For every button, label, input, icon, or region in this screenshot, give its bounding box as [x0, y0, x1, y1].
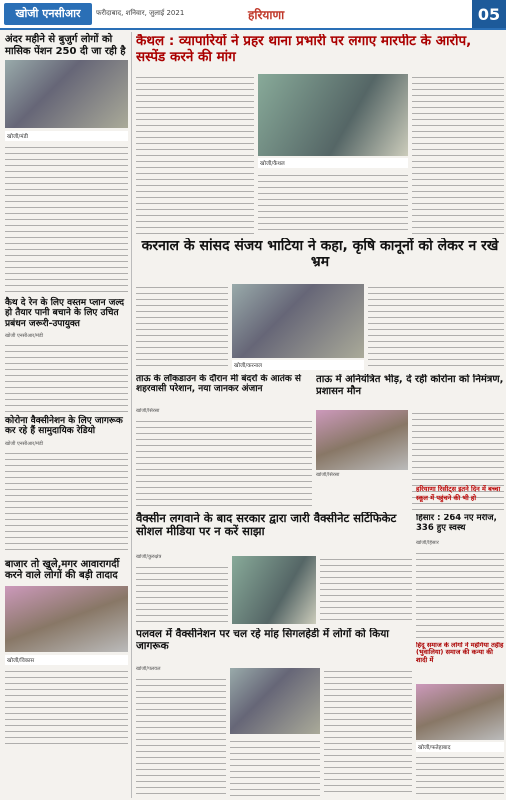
story7-headline: हिंदू समाज के लोगों ने महंगिया तहीह (भुवालिया) समाज की कन्या की शादी में [416, 642, 504, 664]
left-headline-3: कोरोना वैक्सीनेशन के लिए जागरूक कर रहे हैं सामुदायिक रेडियो [5, 416, 123, 437]
lead-photo [258, 74, 408, 156]
story3-headline: ताऊ के लॉकडाउन के दौरान मी बंदरों के आतंक से शहरवासी परेशान, नया जानकर अंजान [136, 374, 301, 395]
story6-byline: खोजी/पलवल [136, 666, 161, 672]
story4-photo [316, 410, 408, 470]
story3-byline: खोजी/सिरसा [136, 408, 160, 414]
story2-body [136, 284, 228, 370]
story2-caption: खोजी/करनाल [232, 360, 364, 370]
left-byline-2: खोजी एनसीआर/मंडी [5, 333, 43, 340]
story7-caption: खोजी/फतेहाबाद [416, 742, 504, 752]
left-photo-2 [5, 586, 128, 652]
right-box-3-byline: खोजी/हिसार [416, 540, 439, 546]
story5-byline: खोजी/कुरुक्षेत्र [136, 554, 162, 560]
newspaper-logo: खोजी एनसीआर [4, 3, 92, 25]
section-title: हरियाणा [248, 8, 285, 22]
left-photo-2-caption: खोजी/विकास [5, 655, 128, 665]
lead-headline: कैथल : व्यापारियों ने प्रहर थाना प्रभारी पर लगाए मारपीट के आरोप, सस्पेंड करने की मांग [136, 34, 472, 65]
story2-headline: करनाल के सांसद संजय भाटिया ने कहा, कृषि कानूनों को लेकर न रखे भ्रम [141, 238, 499, 271]
left-column [2, 32, 132, 798]
lead-body [136, 74, 254, 234]
left-photo-1 [5, 60, 128, 128]
left-photo-1-caption: खोजी/मंडी [5, 131, 128, 141]
left-byline-3: खोजी एनसीआर/मंडी [5, 440, 43, 447]
page-number: 05 [472, 0, 506, 30]
right-box-2-headline: हरियाणा रिसीट्स इतने दिन में बच्चा स्कूल में पहुंचने की भी हो [416, 485, 501, 502]
story7-body [416, 754, 504, 796]
story4-headline: ताऊ में अनियंत्रित भीड़, दे रही कोरोना को निमंत्रण, प्रशासन मौन [316, 374, 504, 397]
dateline: फरीदाबाद, शनिवार, जुलाई 2021 [96, 9, 185, 17]
right-box-3-headline: हिसार : 264 नए मरीज, 336 हुए स्वस्थ [416, 514, 497, 533]
masthead [0, 0, 506, 30]
lead-photo-caption: खोजी/कैथल [258, 158, 408, 168]
right-box-3-body [416, 550, 504, 638]
story2-body-2 [368, 284, 504, 370]
story7-photo [416, 684, 504, 740]
story6-headline: पलवल में वैक्सीनेशन पर चल रहे मांह सिगलहेडी में लोगों को किया जागरूक [136, 628, 390, 653]
story6-photo [230, 668, 320, 734]
left-body-2 [5, 342, 128, 412]
story6-body-3 [324, 668, 412, 796]
story6-body [136, 676, 226, 796]
lead-body-2 [258, 172, 408, 234]
left-headline-4: बाजार तो खुले,मगर आवारागर्दी करने वाले लोगों की बड़ी तादाद [5, 558, 120, 582]
left-body-4 [5, 668, 128, 748]
story5-headline: वैक्सीन लगवाने के बाद सरकार द्वारा जारी वैक्सीनेट सर्टिफिकेट सोशल मीडिया पर न करें साझा [136, 512, 397, 539]
left-body-3 [5, 450, 128, 555]
left-headline-2: कैथ दे रेन के लिए वस्तम प्लान जल्द हो तैयार पानी बचाने के लिए उचित प्रबंधन जरूरी-उपायुक्त [5, 298, 125, 329]
story3-body [136, 418, 312, 510]
story2-photo [232, 284, 364, 358]
story5-body [136, 564, 228, 624]
story5-photo [232, 556, 316, 624]
story4-byline: खोजी/सिरसा [316, 472, 340, 478]
story6-body-2 [230, 738, 320, 796]
left-body-1 [5, 144, 128, 294]
lead-body-3 [412, 74, 504, 234]
left-headline-1: अंदर महीने से बुजुर्ग लोगों को मासिक पेंशन 250 दी जा रही है [5, 34, 126, 57]
story5-body-2 [320, 556, 412, 624]
